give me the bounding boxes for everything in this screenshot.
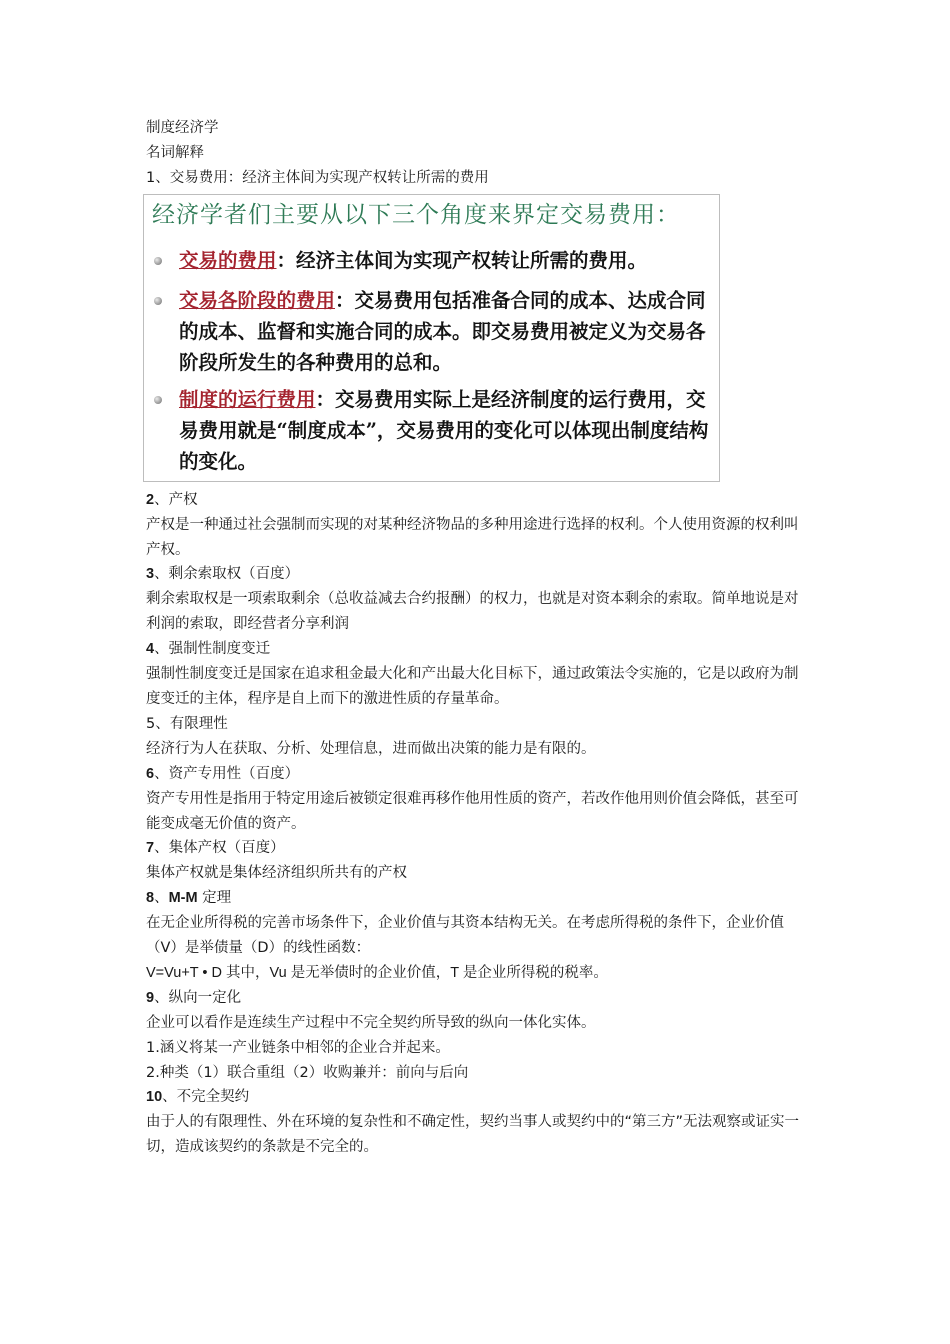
item-heading-text: 纵向一定化 [168,989,242,1006]
item-9-types: 2.种类（1）联合重组（2）收购兼并：前向与后向 [146,1064,469,1081]
slide-bullet-text: ：经济主体间为实现产权转让所需的费用。 [276,248,648,272]
item-heading-text: 有限理性 [169,715,228,732]
item-9-heading [146,986,811,1011]
item-10-heading [146,1085,811,1110]
item-4-body: 强制性制度变迁是国家在追求租金最大化和产出最大化目标下，通过政策法令实施的，它是以政府为制度变迁的主体，程序是自上而下的激进性质的存量革命。 [146,666,799,707]
item-number: 7 [146,840,155,857]
item-number: 4 [146,641,155,658]
item-number: 5 [146,715,156,732]
embedded-slide-image [143,194,720,482]
item-9-definition: 1.涵义将某一产业链条中相邻的企业合并起来。 [146,1039,450,1056]
item-number: 8 [146,890,155,907]
section-heading-terms: 名词解释 [146,144,204,161]
item-separator: 、 [154,491,169,508]
item-separator: 、 [162,1089,177,1106]
item-number: 1 [146,169,156,186]
bullet-icon [154,396,162,404]
item-separator: 、 [154,989,169,1006]
slide-bullet-term: 制度的运行费用 [179,387,316,411]
item-number: 6 [146,765,155,782]
item-8-formula: V=Vu+T • D 其中，Vu 是无举债时的企业价值，T 是企业所得税的税率。 [146,964,608,981]
item-separator: 、 [154,566,169,583]
item-heading-text: 强制性制度变迁 [168,641,271,658]
item-9-body: 企业可以看作是连续生产过程中不完全契约所导致的纵向一体化实体。 [146,1014,596,1031]
item-heading-latin: M-M [168,890,198,907]
item-7-heading [146,836,811,861]
item-separator: 、 [154,641,169,658]
item-6-body: 资产专用性是指用于特定用途后被锁定很难再移作他用性质的资产，若改作他用则价值会降低，甚至可能变成毫无价值的资产。 [146,790,799,832]
item-6-heading [146,762,811,787]
slide-title: 经济学者们主要从以下三个角度来界定交易费用： [152,201,680,228]
bullet-icon [154,297,162,305]
item-5-body: 经济行为人在获取、分析、处理信息，进而做出决策的能力是有限的。 [146,740,596,757]
item-10-body: 由于人的有限理性、外在环境的复杂性和不确定性，契约当事人或契约中的“第三方”无法观察或证实一切，造成该契约的条款是不完全的。 [146,1114,800,1156]
item-separator: 、 [154,765,169,782]
item-separator: 、 [154,840,169,857]
item-8-body: 在无企业所得税的完善市场条件下，企业价值与其资本结构无关。在考虑所得税的条件下，企业价值（V）是举债量（D）的线性函数： [146,915,784,957]
item-3-body: 剩余索取权是一项索取剩余（总收益减去合约报酬）的权力，也就是对资本剩余的索取。简单地说是对利润的索取，即经营者分享利润 [146,591,799,633]
item-8-heading [146,886,811,911]
item-2-body: 产权是一种通过社会强制而实现的对某种经济物品的多种用途进行选择的权利。个人使用资源的权利叫产权。 [146,516,799,558]
slide-bullet-text: ：交易费用包括准备合同的成本、达成合同的成本、监督和实施合同的成本。即交易费用被定义为交易各阶段所发生的各种费用的总和。 [179,288,706,374]
slide-bullet-term: 交易各阶段的费用 [179,288,336,312]
item-4-heading [146,637,811,662]
slide-bullet-term: 交易的费用 [179,248,277,272]
item-3-heading [146,562,811,587]
item-heading-text: 定理 [197,890,232,907]
item-heading-text: 资产专用性（百度） [168,765,300,782]
item-number: 9 [146,989,155,1006]
item-number: 2 [146,491,155,508]
item-separator: 、 [155,715,170,732]
item-heading-text: 不完全契约 [176,1089,250,1106]
slide-bullet-text: ：交易费用实际上是经济制度的运行费用，交易费用就是“制度成本”，交易费用的变化可以体现出制度结构的变化。 [179,387,709,473]
item-7-body: 集体产权就是集体经济组织所共有的产权 [146,865,407,882]
item-heading-text: 集体产权（百度） [168,840,285,857]
item-separator: 、 [154,890,169,907]
item-5-heading [146,712,811,737]
item-heading-text: 剩余索取权（百度） [168,566,300,583]
item-separator: 、 [155,169,170,186]
item-heading-text: 交易费用：经济主体间为实现产权转让所需的费用 [169,169,489,186]
item-number: 10 [146,1089,163,1106]
document-page [146,116,811,1160]
item-number: 3 [146,566,155,583]
bullet-icon [154,257,162,265]
item-2-heading [146,488,811,513]
item-1-heading [146,166,811,191]
document-title: 制度经济学 [146,120,219,136]
item-heading-text: 产权 [168,491,198,508]
